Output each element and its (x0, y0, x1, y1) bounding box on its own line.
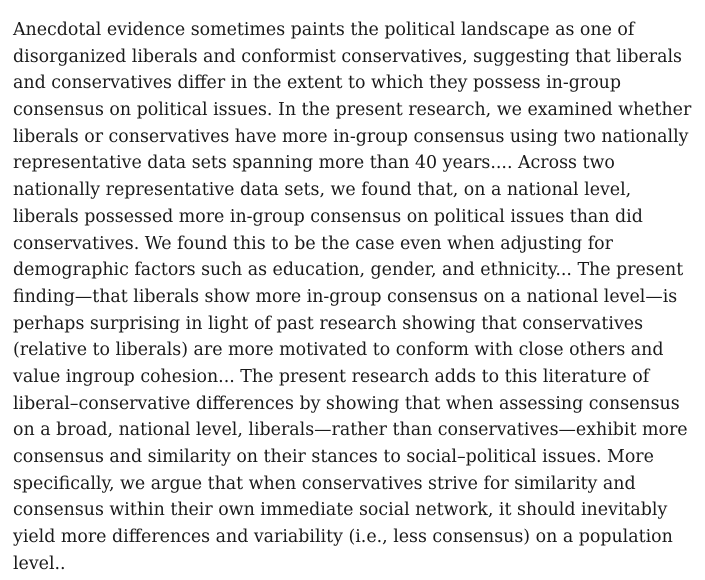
text-line: Anecdotal evidence sometimes paints the political landscape as one of (13, 20, 635, 40)
text-line: consensus and similarity on their stances to social–political issues. More (13, 447, 654, 467)
text-line: and conservatives differ in the extent to which they possess in-group (13, 73, 622, 94)
text-line: consensus within their own immediate social network, it should inevitably (13, 500, 668, 521)
text-line: liberals or conservatives have more in-group consensus using two nationally (13, 126, 689, 147)
text-line: consensus on political issues. In the present research, we examined whether (13, 100, 692, 121)
text-line: liberal–conservative differences by showing that when assessing consensus (13, 393, 680, 414)
text-line: on a broad, national level, liberals—rather than conservatives—exhibit more (13, 420, 688, 441)
text-line: value ingroup cohesion... The present research adds to this literature of (13, 366, 650, 387)
text-line: demographic factors such as education, gender, and ethnicity... The present (13, 260, 684, 281)
text-line: yield more differences and variability (i.e., less consensus) on a population (13, 527, 673, 548)
text-line: disorganized liberals and conformist conservatives, suggesting that liberals (13, 46, 682, 67)
text-line: liberals possessed more in-group consensus on political issues than did (13, 206, 643, 227)
text-line: nationally representative data sets, we found that, on a national level, (13, 180, 632, 201)
quote-paragraph (13, 17, 703, 577)
text-line: finding—that liberals show more in-group consensus on a national level—is (13, 286, 678, 307)
text-line: representative data sets spanning more than 40 years.... Across two (13, 153, 615, 174)
text-line: conservatives. We found this to be the case even when adjusting for (13, 233, 613, 254)
text-line: (relative to liberals) are more motivated to conform with close others and (13, 340, 664, 361)
text-line: perhaps surprising in light of past research showing that conservatives (13, 313, 643, 334)
text-line: specifically, we argue that when conservatives strive for similarity and (13, 473, 636, 494)
text-line: level.. (13, 553, 66, 574)
